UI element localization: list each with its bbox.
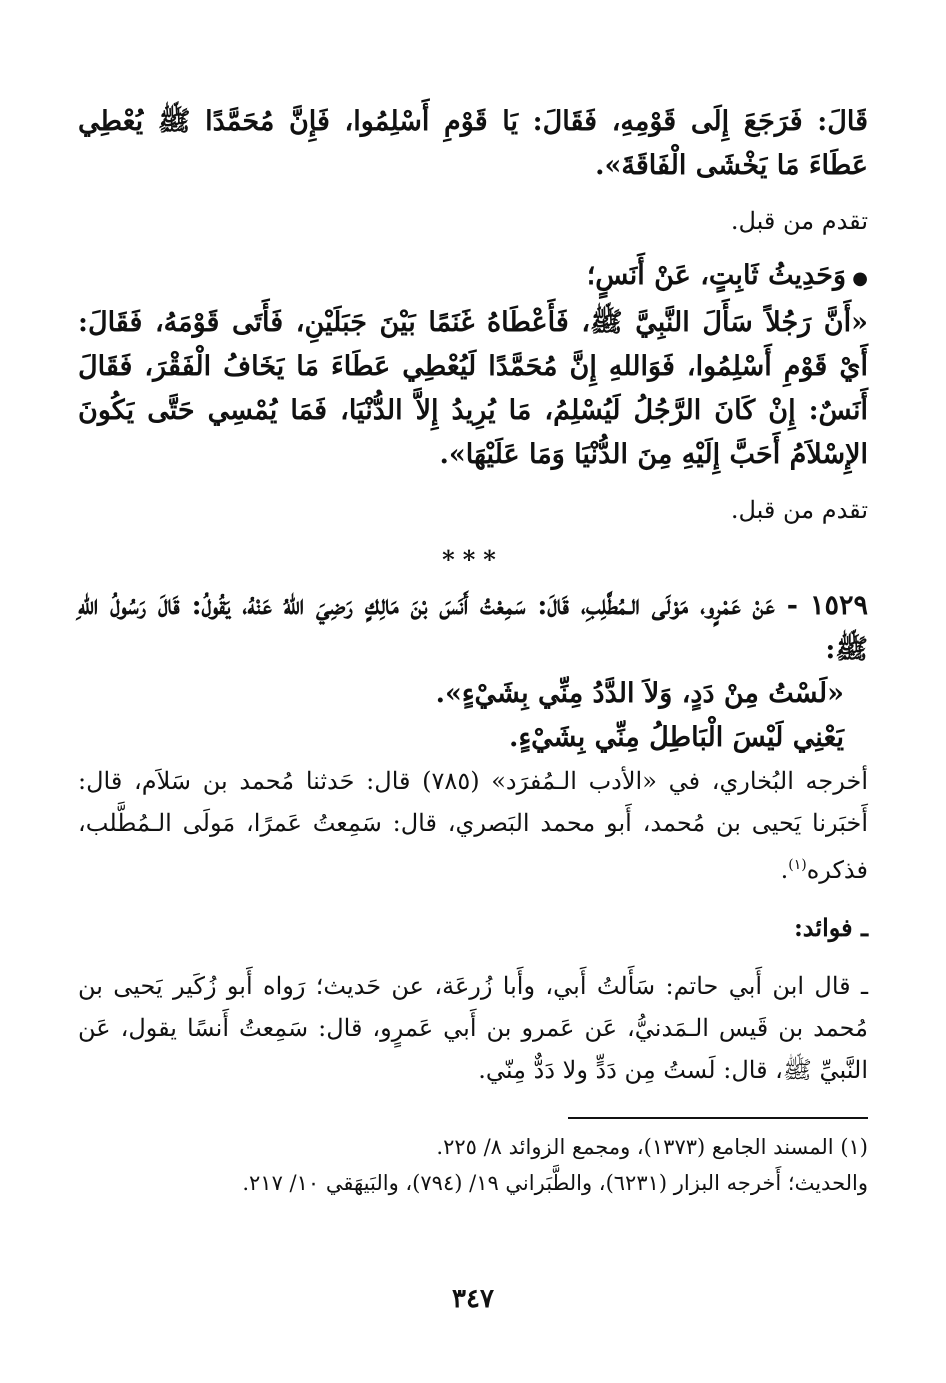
hadith-quote: «لَسْتُ مِنْ دَدٍ، وَلاَ الدَّدُ مِنِّي بِشَيْءٍ». xyxy=(435,678,844,709)
fawaid-paragraph: ـ قال ابن أَبي حاتم: سَأَلتُ أَبي، وأَبا زُرعَة، عن حَديث؛ رَواه أَبو زُكَير يَحيى بن مُحمد بن قَيس الـمَدنيُّ، عَن عَمرو بن أَبي عَمرٍو، قال: سَمِعتُ أَنسًا يقول، عَن النَّبيِّ ﷺ، قال: لَستُ مِن دَدٍّ ولا دَدٌّ مِنّي. xyxy=(78,972,868,1084)
takhrij-paragraph: أخرجه البُخاري، في «الأدب الـمُفرَد» (٧٨٥) قال: حَدثنا مُحمد بن سَلاَم، قال: أَخبَرنا يَحيى بن مُحمد، أَبو محمد البَصري، قال: سَمِعتُ عَمرًا، مَولَى الـمُطَّلب، فذكره$^{(١)}$. xyxy=(78,767,868,884)
footnote-divider xyxy=(568,1117,868,1119)
fawaid-heading: ـ فوائد: xyxy=(793,913,868,942)
cross-reference-note: تقدم من قبل. xyxy=(730,207,868,235)
bullet-icon xyxy=(846,260,868,291)
hadith-explanation: يَعْنِي لَيْسَ الْبَاطِلُ مِنِّي بِشَيْءٍ. xyxy=(509,722,844,753)
hadith-text-continuation: قَالَ: فَرَجَعَ إِلَى قَوْمِهِ، فَقَالَ: يَا قَوْمِ أَسْلِمُوا، فَإِنَّ مُحَمَّدًا ﷺ يُعْطِي عَطَاءَ مَا يَخْشَى الْفَاقَةَ». xyxy=(78,106,868,181)
cross-reference-note-2: تقدم من قبل. xyxy=(730,496,868,524)
footnote-reference: (١) xyxy=(788,857,807,873)
footnote-1: (١) المسند الجامع (١٣٧٣)، ومجمع الزوائد ٨/ ٢٢٥. xyxy=(436,1135,868,1159)
hadith-1529-heading: ١٥٢٩ - عَنْ عَمْرٍو، مَوْلَى الـمُطَّلِبِ، قَالَ: سَمِعْتُ أَنَسَ بْنَ مَالِكٍ رَضِيَ اللهُ عَنْهُ، يَقُولُ: قَالَ رَسُولُ اللهِ ﷺ: xyxy=(78,590,868,665)
takhrij-text: أخرجه البُخاري، في «الأدب الـمُفرَد» (٧٨٥) قال: حَدثنا مُحمد بن سَلاَم، قال: أَخبَرنا يَحيى بن مُحمد، أَبو محمد البَصري، قال: سَمِعتُ عَمرًا، مَولَى الـمُطَّلب، فذكره xyxy=(78,767,868,884)
hadith-text-anas: «أَنَّ رَجُلاً سَأَلَ النَّبِيَّ ﷺ، فَأَعْطَاهُ غَنَمًا بَيْنَ جَبَلَيْنِ، فَأَتَى قَوْمَهُ، فَقَالَ: أَيْ قَوْمِ أَسْلِمُوا، فَوَاللهِ إِنَّ مُحَمَّدًا لَيُعْطِي عَطَاءَ مَا يَخَافُ الْفَقْرَ، فَقَالَ أَنَسٌ: إِنْ كَانَ الرَّجُلُ لَيُسْلِمُ، مَا يُرِيدُ إِلاَّ الدُّنْيَا، فَمَا يُمْسِي حَتَّى يَكُونَ الإِسْلاَمُ أَحَبَّ إِلَيْهِ مِنَ الدُّنْيَا وَمَا عَلَيْهَا». xyxy=(78,307,868,470)
bullet-hadith-text: وَحَدِيثُ ثَابِتٍ، عَنْ أَنَسٍ؛ xyxy=(586,260,847,291)
page-number: ٣٤٧ xyxy=(452,1284,494,1314)
bullet-hadith-intro xyxy=(78,254,868,301)
footnote-2: والحديث؛ أَخرجه البزار (٦٢٣١)، والطَّبَراني ١٩/ (٧٩٤)، والبَيهَقي ١٠/ ٢١٧. xyxy=(242,1171,868,1195)
section-separator-stars: *** xyxy=(442,545,504,574)
